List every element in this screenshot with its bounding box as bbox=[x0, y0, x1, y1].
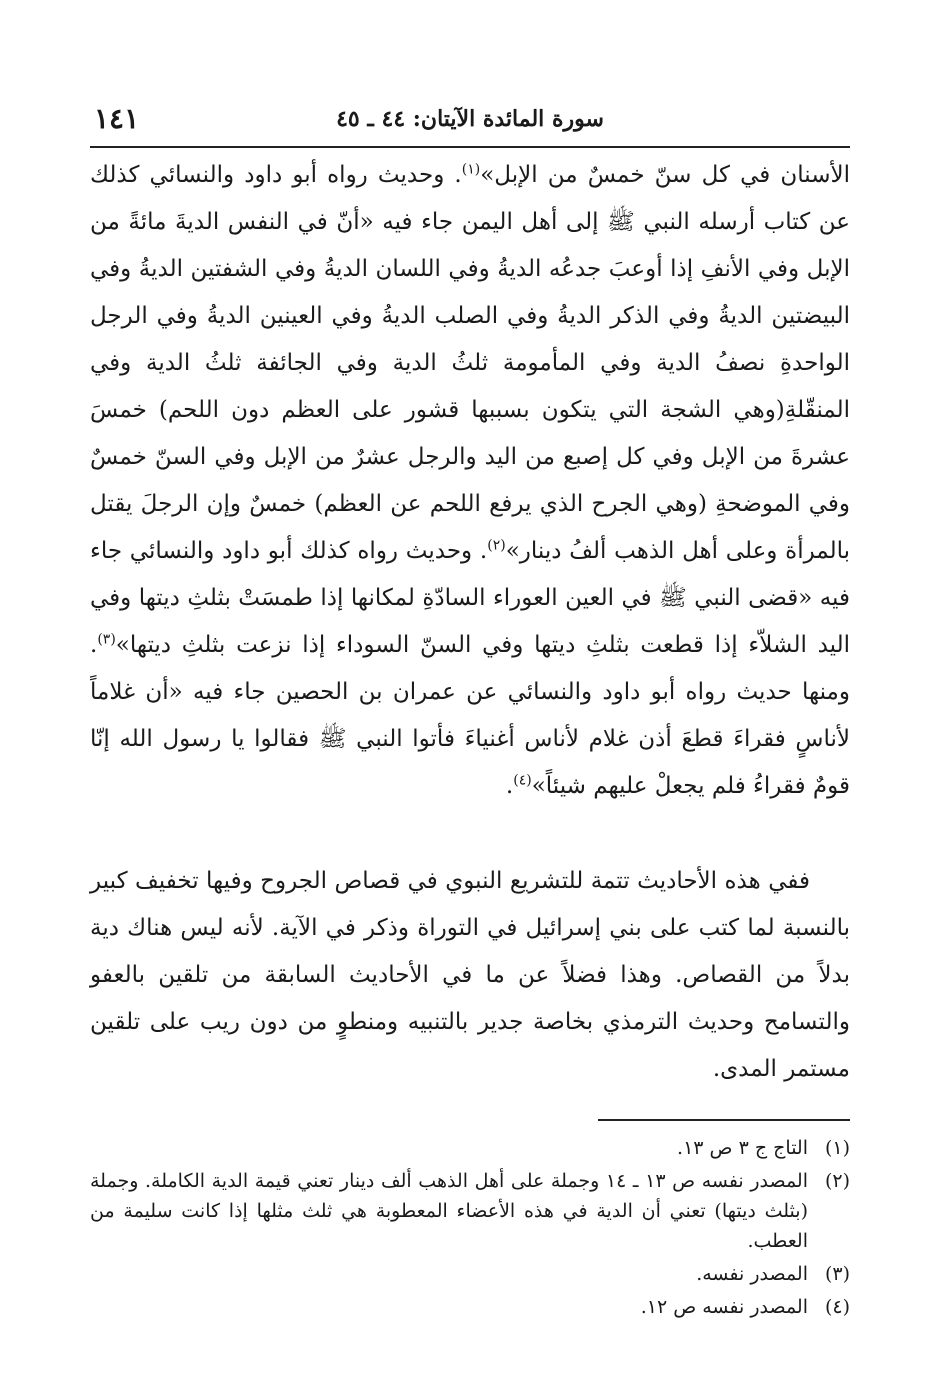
text-segment: . bbox=[505, 773, 514, 799]
footnote-number: (٣) bbox=[824, 1263, 850, 1285]
footnote-text: المصدر نفسه. bbox=[696, 1263, 808, 1285]
footnote-number: (٢) bbox=[824, 1170, 850, 1192]
footnote-ref-4: (٤) bbox=[513, 772, 532, 789]
footnote-item bbox=[90, 1259, 850, 1289]
paragraph-hadith bbox=[90, 152, 850, 810]
main-text bbox=[90, 152, 850, 1093]
book-page bbox=[90, 100, 850, 1325]
footnote-item bbox=[90, 1292, 850, 1322]
footnote-item bbox=[90, 1133, 850, 1163]
footnote-ref-1: (١) bbox=[461, 161, 481, 178]
footnote-item bbox=[90, 1166, 850, 1256]
footnote-divider bbox=[598, 1119, 850, 1121]
footnote-ref-2: (٢) bbox=[487, 537, 506, 554]
footnotes bbox=[90, 1133, 850, 1322]
footnote-ref-3: (٣) bbox=[97, 631, 116, 648]
text-segment: . وحديث رواه أبو داود والنسائي كذلك عن كتاب أرسله النبي ﷺ إلى أهل اليمن جاء فيه «أنّ في النفس الديةَ مائةً من الإبل وفي الأنفِ إذا أوعبَ جدعُه الديةُ وفي اللسان الديةُ وفي الشفتين الديةُ وفي البيضتين الديةُ وفي الذكر الديةُ وفي الصلب الديةُ وفي العينين الديةُ وفي الرجل الواحدةِ نصفُ الدية وفي المأمومة ثلثُ الدية وفي الجائفة ثلثُ الدية وفي المنقّلةِ(وهي الشجة التي يتكون بسببها قشور على العظم دون اللحم) خمسَ عشرةَ من الإبل وفي كل إصبع من اليد والرجل عشرٌ من الإبل وفي السنّ خمسٌ وفي الموضحةِ (وهي الجرح الذي يرفع اللحم عن العظم) خمسٌ وإن الرجلَ يقتل بالمرأة وعلى أهل الذهب ألفُ دينار» bbox=[90, 162, 850, 564]
page-header bbox=[90, 100, 850, 148]
text-segment: الأسنان في كل سنّ خمسٌ من الإبل» bbox=[480, 162, 850, 188]
paragraph-commentary: ففي هذه الأحاديث تتمة للتشريع النبوي في قصاص الجروح وفيها تخفيف كبير بالنسبة لما كتب على بني إسرائيل في التوراة وذكر في الآية. لأنه ليس هناك دية بدلاً من القصاص. وهذا فضلاً عن ما في الأحاديث السابقة من تلقين بالعفو والتسامح وحديث الترمذي بخاصة جدير بالتنبيه ومنطوٍ من دون ريب على تلقين مستمر المدى. bbox=[90, 868, 850, 1082]
text-segment: . وحديث رواه كذلك أبو داود والنسائي جاء فيه «قضى النبي ﷺ في العين العوراء السادّةِ لمكانها إذا طمسَتْ بثلثِ ديتها وفي اليد الشلاّء إذا قطعت بثلثِ ديتها وفي السنّ السوداء إذا نزعت بثلثِ ديتها» bbox=[90, 538, 850, 658]
running-title: سورة المائدة الآيتان: ٤٤ ـ ٤٥ bbox=[336, 106, 604, 132]
text-segment: . ومنها حديث رواه أبو داود والنسائي عن عمران بن الحصين جاء فيه «أن غلاماً لأناسٍ فقراءَ قطعَ أذن غلام لأناس أغنياءَ فأتوا النبي ﷺ فقالوا يا رسول الله إنّا قومٌ فقراءُ فلم يجعلْ عليهم شيئاً» bbox=[90, 632, 850, 799]
footnote-text: التاج ج ٣ ص ١٣. bbox=[677, 1137, 808, 1159]
footnote-text: المصدر نفسه ص ١٢. bbox=[640, 1296, 808, 1318]
footnote-number: (١) bbox=[824, 1137, 850, 1159]
footnote-text: المصدر نفسه ص ١٣ ـ ١٤ وجملة على أهل الذهب ألف دينار تعني قيمة الدية الكاملة. وجملة (بثلث ديتها) تعني أن الدية في هذه الأعضاء المعطوبة هي ثلث مثلها إذا كانت سليمة من العطب. bbox=[90, 1170, 808, 1252]
page-number: ١٤١ bbox=[94, 102, 140, 135]
footnote-number: (٤) bbox=[824, 1296, 850, 1318]
